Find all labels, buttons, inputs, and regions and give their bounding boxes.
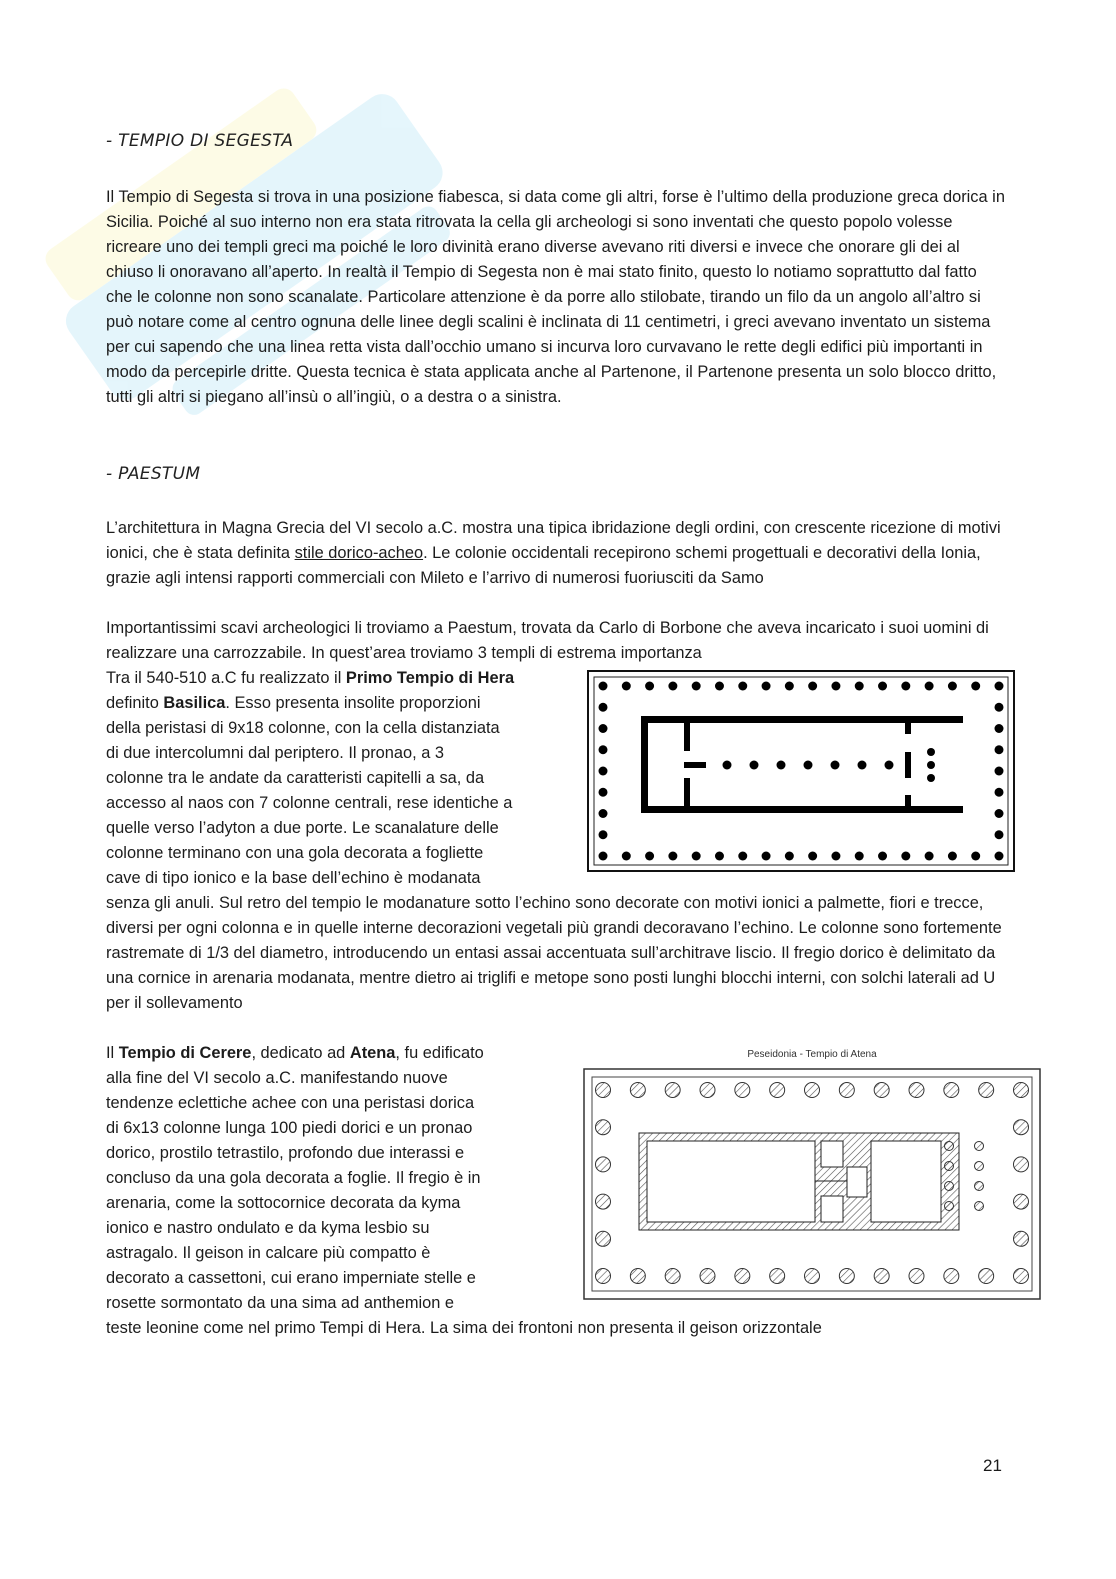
column-dot: [599, 830, 608, 839]
column-circle: [596, 1269, 611, 1284]
column-circle: [596, 1083, 611, 1098]
pronao-column: [975, 1202, 984, 1211]
cerere-line: arenaria, come la sottocornice decorata da kyma: [106, 1194, 461, 1212]
intro-text: L’architettura in Magna Grecia del VI secolo a.C. mostra una tipica ibridazione degli ordini, con crescente ricezione di motivi ionici, che è stata definita: [106, 519, 1001, 562]
pronao-column: [975, 1182, 984, 1191]
column-dot: [599, 703, 608, 712]
column-circle: [874, 1083, 889, 1098]
column-circle: [874, 1269, 889, 1284]
hera-line: della peristasi di 9x18 colonne, con la cella distanziata: [106, 719, 500, 737]
central-column-dot: [723, 761, 732, 770]
hera-line: . Esso presenta insolite proporzioni: [225, 694, 481, 712]
column-circle: [770, 1083, 785, 1098]
column-circle: [944, 1269, 959, 1284]
column-dot: [622, 682, 631, 691]
column-dot: [692, 682, 701, 691]
column-dot: [668, 682, 677, 691]
cerere-line: Il: [106, 1044, 119, 1062]
column-circle: [1014, 1194, 1029, 1209]
column-circle: [909, 1269, 924, 1284]
hera-line: colonne terminano con una gola decorata a fogliette: [106, 844, 484, 862]
atena-cella: [639, 1133, 959, 1230]
column-dot: [599, 724, 608, 733]
pronao-column: [945, 1162, 954, 1171]
column-dot: [762, 682, 771, 691]
column-dot: [599, 852, 608, 861]
basilica-term: Basilica: [163, 694, 226, 712]
column-dot: [925, 682, 934, 691]
hera-line: cave di tipo ionico e la base dell’echino è modanata: [106, 869, 481, 887]
column-dot: [645, 682, 654, 691]
column-dot: [878, 682, 887, 691]
hera-line: accesso al naos con 7 colonne centrali, rese identiche a: [106, 794, 513, 812]
column-circle: [839, 1083, 854, 1098]
column-dot: [971, 682, 980, 691]
column-dot: [855, 682, 864, 691]
cerere-line: decorato a cassettoni, cui erano imperniate stelle e: [106, 1269, 476, 1287]
atena-term: Atena: [349, 1044, 396, 1062]
column-dot: [831, 852, 840, 861]
central-column-dot: [831, 761, 840, 770]
column-circle: [630, 1083, 645, 1098]
column-dot: [995, 767, 1004, 776]
hera-line: colonne tra le andate da caratteristi capitelli a sa, da: [106, 769, 485, 787]
column-dot: [808, 852, 817, 861]
column-circle: [665, 1269, 680, 1284]
column-dot: [715, 682, 724, 691]
pronao-column-dot: [927, 748, 935, 756]
cerere-line: ionico e nastro ondulato e da kyma lesbio su: [106, 1219, 430, 1237]
column-circle: [596, 1120, 611, 1135]
cerere-title: Tempio di Cerere: [118, 1044, 252, 1062]
column-circle: [665, 1083, 680, 1098]
cerere-line: tendenze eclettiche achee con una peristasi dorica: [106, 1094, 475, 1112]
cerere-line: , dedicato ad: [251, 1044, 350, 1062]
atena-temple-plan-figure: [583, 1068, 1041, 1300]
column-dot: [692, 852, 701, 861]
column-dot: [995, 809, 1004, 818]
column-dot: [738, 682, 747, 691]
pronao-column: [945, 1182, 954, 1191]
column-circle: [979, 1083, 994, 1098]
column-dot: [668, 852, 677, 861]
column-circle: [909, 1083, 924, 1098]
column-dot: [878, 852, 887, 861]
atena-plan-caption: Peseidonia - Tempio di Atena: [747, 1049, 877, 1060]
cerere-line: rosette sormontato da una sima ad anthemion e: [106, 1294, 455, 1312]
central-column-dot: [858, 761, 867, 770]
column-dot: [785, 682, 794, 691]
column-circle: [596, 1157, 611, 1172]
column-circle: [1014, 1231, 1029, 1246]
column-circle: [1014, 1120, 1029, 1135]
column-circle: [735, 1083, 750, 1098]
column-dot: [599, 809, 608, 818]
section-heading-paestum: - PAESTUM: [106, 464, 201, 484]
pronao-column-dot: [927, 761, 935, 769]
scavi-paragraph: Importantissimi scavi archeologici li troviamo a Paestum, trovata da Carlo di Borbone che aveva incaricato i suoi uomini di realizzare una carrozzabile. In quest’area troviamo 3 templi di estrema importanza: [106, 619, 989, 662]
hera-paragraph-continued: senza gli anuli. Sul retro del tempio le modanature sotto l’echino sono decorate con motivi ionici a palmette, fiori e trecce, diversi per ogni colonna e in quelle interne decorazioni vegetali più grandi decoravano l’echino. Le colonne sono fortemente rastremate di 1/3 del diametro, introducendo un entasi assai accentuata sull’architrave liscio. Il fregio dorico è delimitato da una cornice in arenaria modanata, mentre dietro ai triglifi e metope sono posti lunghi blocchi interni, con solchi laterali ad U per il sollevamento: [106, 894, 1002, 1012]
cerere-line: di 6x13 colonne lunga 100 piedi dorici e un pronao: [106, 1119, 473, 1137]
column-circle: [735, 1269, 750, 1284]
column-dot: [622, 852, 631, 861]
column-dot: [995, 788, 1004, 797]
column-circle: [1014, 1269, 1029, 1284]
intro-text-after: . Le colonie occidentali recepirono schemi progettuali e decorativi della Ionia, grazie agli intensi rapporti commerciali con Mileto e l’arrivo di numerosi fuoriusciti da Samo: [106, 544, 981, 587]
cerere-line: astragalo. Il geison in calcare più compatto è: [106, 1244, 431, 1262]
hera-line: quelle verso l’adyton a due porte. Le scanalature delle: [106, 819, 499, 837]
column-dot: [599, 788, 608, 797]
paestum-intro-paragraph: [106, 516, 1011, 591]
column-dot: [995, 703, 1004, 712]
column-dot: [599, 767, 608, 776]
pronao-column: [945, 1142, 954, 1151]
cerere-line: alla fine del VI secolo a.C. manifestando nuove: [106, 1069, 448, 1087]
cerere-line: dorico, prostilo tetrastilo, profondo due interassi e: [106, 1144, 465, 1162]
column-circle: [1014, 1157, 1029, 1172]
central-column-dot: [750, 761, 759, 770]
column-dot: [995, 682, 1004, 691]
pronao-column: [975, 1142, 984, 1151]
stile-dorico-acheo-term: stile dorico-acheo: [294, 544, 424, 562]
central-column-dot: [804, 761, 813, 770]
cerere-paragraph-continued: teste leonine come nel primo Tempi di Hera. La sima dei frontoni non presenta il geison orizzontale: [106, 1319, 822, 1337]
column-dot: [808, 682, 817, 691]
column-circle: [805, 1083, 820, 1098]
column-dot: [599, 745, 608, 754]
column-dot: [738, 852, 747, 861]
column-dot: [901, 852, 910, 861]
column-dot: [855, 852, 864, 861]
hera-line: di due intercolumni dal periptero. Il pronao, a 3: [106, 744, 445, 762]
pronao-column-dot: [927, 774, 935, 782]
column-dot: [925, 852, 934, 861]
central-column-dot: [885, 761, 894, 770]
column-dot: [715, 852, 724, 861]
pronao-column: [975, 1162, 984, 1171]
hera-title: Primo Tempio di Hera: [345, 669, 515, 687]
column-circle: [700, 1083, 715, 1098]
column-dot: [645, 852, 654, 861]
central-column-dot: [777, 761, 786, 770]
page-number: 21: [983, 1456, 1002, 1475]
hera-line: Tra il 540-510 a.C fu realizzato il: [106, 669, 346, 687]
column-dot: [901, 682, 910, 691]
hera-line: definito: [106, 694, 164, 712]
column-dot: [995, 745, 1004, 754]
column-circle: [596, 1231, 611, 1246]
column-dot: [831, 682, 840, 691]
hera-basilica-plan-figure: [587, 670, 1015, 872]
column-circle: [1014, 1083, 1029, 1098]
column-circle: [596, 1194, 611, 1209]
cerere-paragraph: [106, 1041, 556, 1316]
column-circle: [770, 1269, 785, 1284]
column-circle: [839, 1269, 854, 1284]
column-dot: [599, 682, 608, 691]
column-dot: [995, 830, 1004, 839]
column-circle: [630, 1269, 645, 1284]
cerere-line: concluso da una gola decorata a foglie. Il fregio è in: [106, 1169, 481, 1187]
pronao-column: [945, 1202, 954, 1211]
column-dot: [762, 852, 771, 861]
cerere-line: , fu edificato: [395, 1044, 484, 1062]
column-circle: [979, 1269, 994, 1284]
hera-paragraph: [106, 666, 576, 891]
segesta-paragraph: Il Tempio di Segesta si trova in una posizione fiabesca, si data come gli altri, forse è l’ultimo della produzione greca dorica in Sicilia. Poiché al suo interno non era stata ritrovata la cella gli archeologi si sono inventati che questo popolo volesse ricreare uno dei templi greci ma poiché le loro divinità erano diverse avevano riti diversi e invece che onorare gli dei al chiuso li onoravano all’aperto. In realtà il Tempio di Segesta non è mai stato finito, questo lo notiamo soprattutto dal fatto che le colonne non sono scanalate. Particolare attenzione è da porre allo stilobate, tirando un filo da un angolo all’altro si può notare come al centro ognuna delle linee degli scalini è inclinata di 11 centimetri, i greci avevano inventato un sistema per cui sapendo che una linea retta vista dall’occhio umano si incurva loro curvavano le rette degli edifici più importanti in modo da percepirle dritte. Questa tecnica è stata applicata anche al Partenone, il Partenone presenta un solo blocco dritto, tutti gli altri si piegano all’insù o all’ingiù, o a destra o a sinistra.: [106, 188, 1005, 406]
column-dot: [971, 852, 980, 861]
column-dot: [948, 852, 957, 861]
column-circle: [700, 1269, 715, 1284]
column-circle: [805, 1269, 820, 1284]
column-circle: [944, 1083, 959, 1098]
column-dot: [948, 682, 957, 691]
column-dot: [995, 852, 1004, 861]
column-dot: [785, 852, 794, 861]
section-heading-segesta: - TEMPIO DI SEGESTA: [106, 131, 294, 151]
column-dot: [995, 724, 1004, 733]
